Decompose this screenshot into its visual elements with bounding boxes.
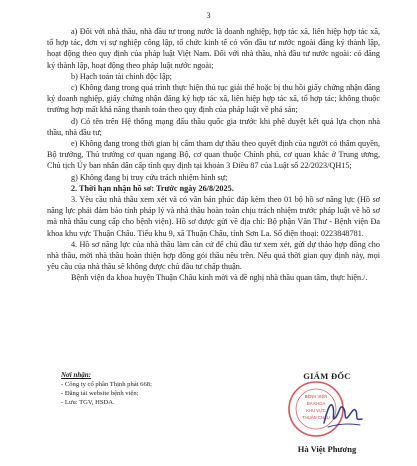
svg-text:BỆNH VIỆN: BỆNH VIỆN <box>304 394 328 399</box>
paragraph-d: d) Có tên trên Hệ thống mạng đấu thầu quốc gia trước khi phê duyệt kết quả lựa chọn nhà thầu, nhà đầu tư; <box>47 116 380 137</box>
svg-text:KHU VỰC: KHU VỰC <box>306 408 326 413</box>
evaluation-paragraph: 4. Hồ sơ năng lực của nhà thầu làm căn cứ để chủ đầu tư xem xét, gửi dự thảo hợp đồng cho nhà thầu, mời nhà thầu hoàn thiện hợp đồng gói thầu nêu trên. Nếu quá thời gian quy định này, mọi yêu cầu của nhà thầu sẽ không được chủ đầu tư chấp thuận. <box>47 239 380 272</box>
svg-text:THUẬN CHÂU: THUẬN CHÂU <box>302 415 330 420</box>
signer-name: Hà Việt Phương <box>297 444 357 454</box>
deadline-paragraph <box>47 183 380 194</box>
submission-paragraph: 3. Yêu cầu nhà thầu xem xét và có văn bản phúc đáp kèm theo 01 bộ hồ sơ năng lực (Hồ sơ năng lực phải đảm bảo tính pháp lý và nhà thầu hoàn toàn chịu trách nhiệm trước pháp luật về hồ sơ mà nhà thầu cung cấp cho bệnh viện). Hồ sơ được gửi về địa chỉ: Bộ phận Văn Thư - Bệnh viện Đa khoa khu vực Thuận Châu. Tiểu khu 9, xã Thuận Châu, tỉnh Sơn La. Số điện thoại: 0223848781. <box>47 195 380 238</box>
recipient-item: - Công ty cổ phần Thịnh phát 668; <box>61 381 152 388</box>
recipients-block <box>61 371 231 407</box>
document-footer <box>0 371 417 466</box>
svg-text:ĐA KHOA: ĐA KHOA <box>306 401 326 406</box>
official-seal-icon <box>284 377 370 443</box>
paragraph-a: a) Đối với nhà thầu, nhà đầu tư trong nước là doanh nghiệp, hợp tác xã, liên hiệp hợp tác xã, tổ hợp tác, đơn vị sự nghiệp công lập, tổ chức kinh tế có vốn đầu tư nước ngoài đăng ký thành lập, hoạt động theo quy định của pháp luật Việt Nam. Đối với nhà thầu, nhà đầu tư nước ngoài: có đăng ký thành lập, hoạt động theo pháp luật nước ngoài; <box>47 27 380 70</box>
signer-position: GIÁM ĐỐC <box>303 371 351 381</box>
paragraph-g: g) Không đang bị truy cứu trách nhiệm hình sự; <box>71 172 228 182</box>
signature-block <box>262 371 392 454</box>
paragraph-e: e) Không đang trong thời gian bị cấm tham dự thầu theo quyết định của người có thẩm quyền, Bộ trưởng, Thủ trưởng cơ quan ngang Bộ, cơ quan thuộc Chính phủ, cơ quan khác ở Trung ương, Chủ tịch Ủy ban nhân dân cấp tỉnh quy định tại khoản 3 Điều 87 của Luật số 22/2023/QH15; <box>47 139 380 171</box>
page-number: 3 <box>206 11 211 20</box>
closing-paragraph: Bệnh viện đa khoa huyện Thuận Châu kính mời và đề nghị nhà thầu quan tâm, thực hiện./. <box>71 273 368 283</box>
deadline-label: 2. Thời hạn nhận hồ sơ: <box>71 183 156 193</box>
recipients-title: Nơi nhận: <box>61 371 92 379</box>
paragraph-c: c) Không đang trong quá trình thực hiện thủ tục giải thể hoặc bị thu hồi giấy chứng nhận đăng ký doanh nghiệp, giấy chứng nhận đăng ký hợp tác xã, liên hiệp hợp tác xã, tổ hợp tác; không thuộc trường hợp mất khả năng thanh toán theo quy định của pháp luật về phá sản; <box>47 83 380 115</box>
recipient-item: - Đăng tải website bệnh viện; <box>61 390 139 397</box>
document-body <box>47 26 380 284</box>
recipient-item: - Lưu: TGV, HSDA. <box>61 399 115 406</box>
paragraph-b: b) Hạch toán tài chính độc lập; <box>71 71 172 81</box>
deadline-date: Trước ngày 26/8/2025. <box>156 183 234 193</box>
